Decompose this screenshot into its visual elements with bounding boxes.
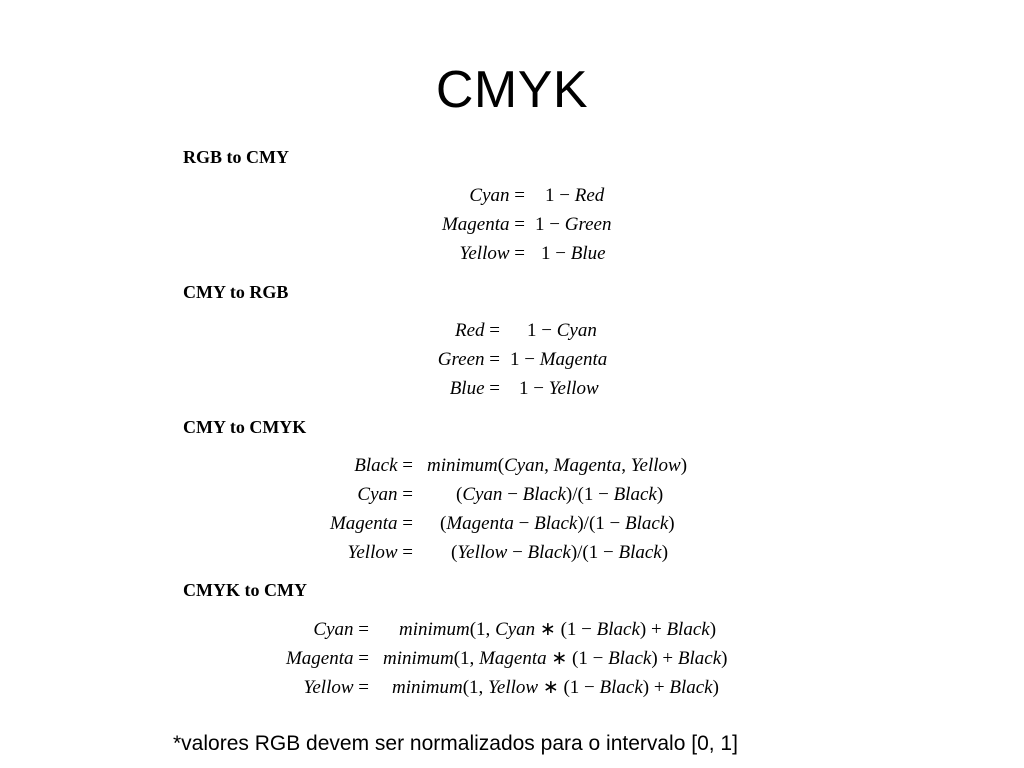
equation-lhs: Red =	[454, 320, 500, 341]
equation-rhs: 1 − Magenta	[510, 349, 608, 370]
equation-lhs: Green =	[437, 349, 500, 370]
equation-lhs: Blue =	[449, 378, 500, 399]
footnote: *valores RGB devem ser normalizados para o intervalo [0, 1]	[173, 732, 738, 755]
equation-rhs: (Magenta − Black)/(1 − Black)	[440, 513, 675, 534]
equation-lhs: Magenta =	[329, 513, 413, 534]
equation-lhs: Magenta =	[285, 648, 369, 669]
equation-lhs: Black =	[354, 455, 413, 476]
section-heading-cmy-to-cmyk: CMY to CMYK	[183, 417, 307, 437]
section-heading-rgb-to-cmy: RGB to CMY	[183, 147, 289, 167]
equation-rhs: minimum(1, Cyan ∗ (1 − Black) + Black)	[399, 619, 717, 640]
equation-rhs: minimum(1, Yellow ∗ (1 − Black) + Black)	[392, 677, 719, 698]
equation-lhs: Yellow =	[347, 542, 413, 563]
equation-rhs: minimum(1, Magenta ∗ (1 − Black) + Black)	[383, 648, 728, 669]
equation-rhs: 1 − Blue	[541, 243, 606, 264]
equation-rhs: 1 − Green	[535, 214, 612, 235]
equation-lhs: Yellow =	[303, 677, 369, 698]
equation-lhs: Cyan =	[469, 185, 525, 206]
section-heading-cmyk-to-cmy: CMYK to CMY	[183, 580, 307, 600]
equation-rhs: (Yellow − Black)/(1 − Black)	[451, 542, 669, 563]
equation-lhs: Cyan =	[313, 619, 369, 640]
slide-title: CMYK	[435, 61, 589, 119]
equation-rhs: 1 − Red	[545, 185, 605, 206]
equation-lhs: Yellow =	[459, 243, 525, 264]
equation-rhs: 1 − Yellow	[519, 378, 599, 399]
equation-rhs: 1 − Cyan	[527, 320, 597, 341]
section-heading-cmy-to-rgb: CMY to RGB	[183, 282, 289, 302]
equation-lhs: Magenta =	[441, 214, 525, 235]
equation-lhs: Cyan =	[357, 484, 413, 505]
equation-rhs: minimum(Cyan, Magenta, Yellow)	[427, 455, 688, 476]
equation-rhs: (Cyan − Black)/(1 − Black)	[456, 484, 664, 505]
